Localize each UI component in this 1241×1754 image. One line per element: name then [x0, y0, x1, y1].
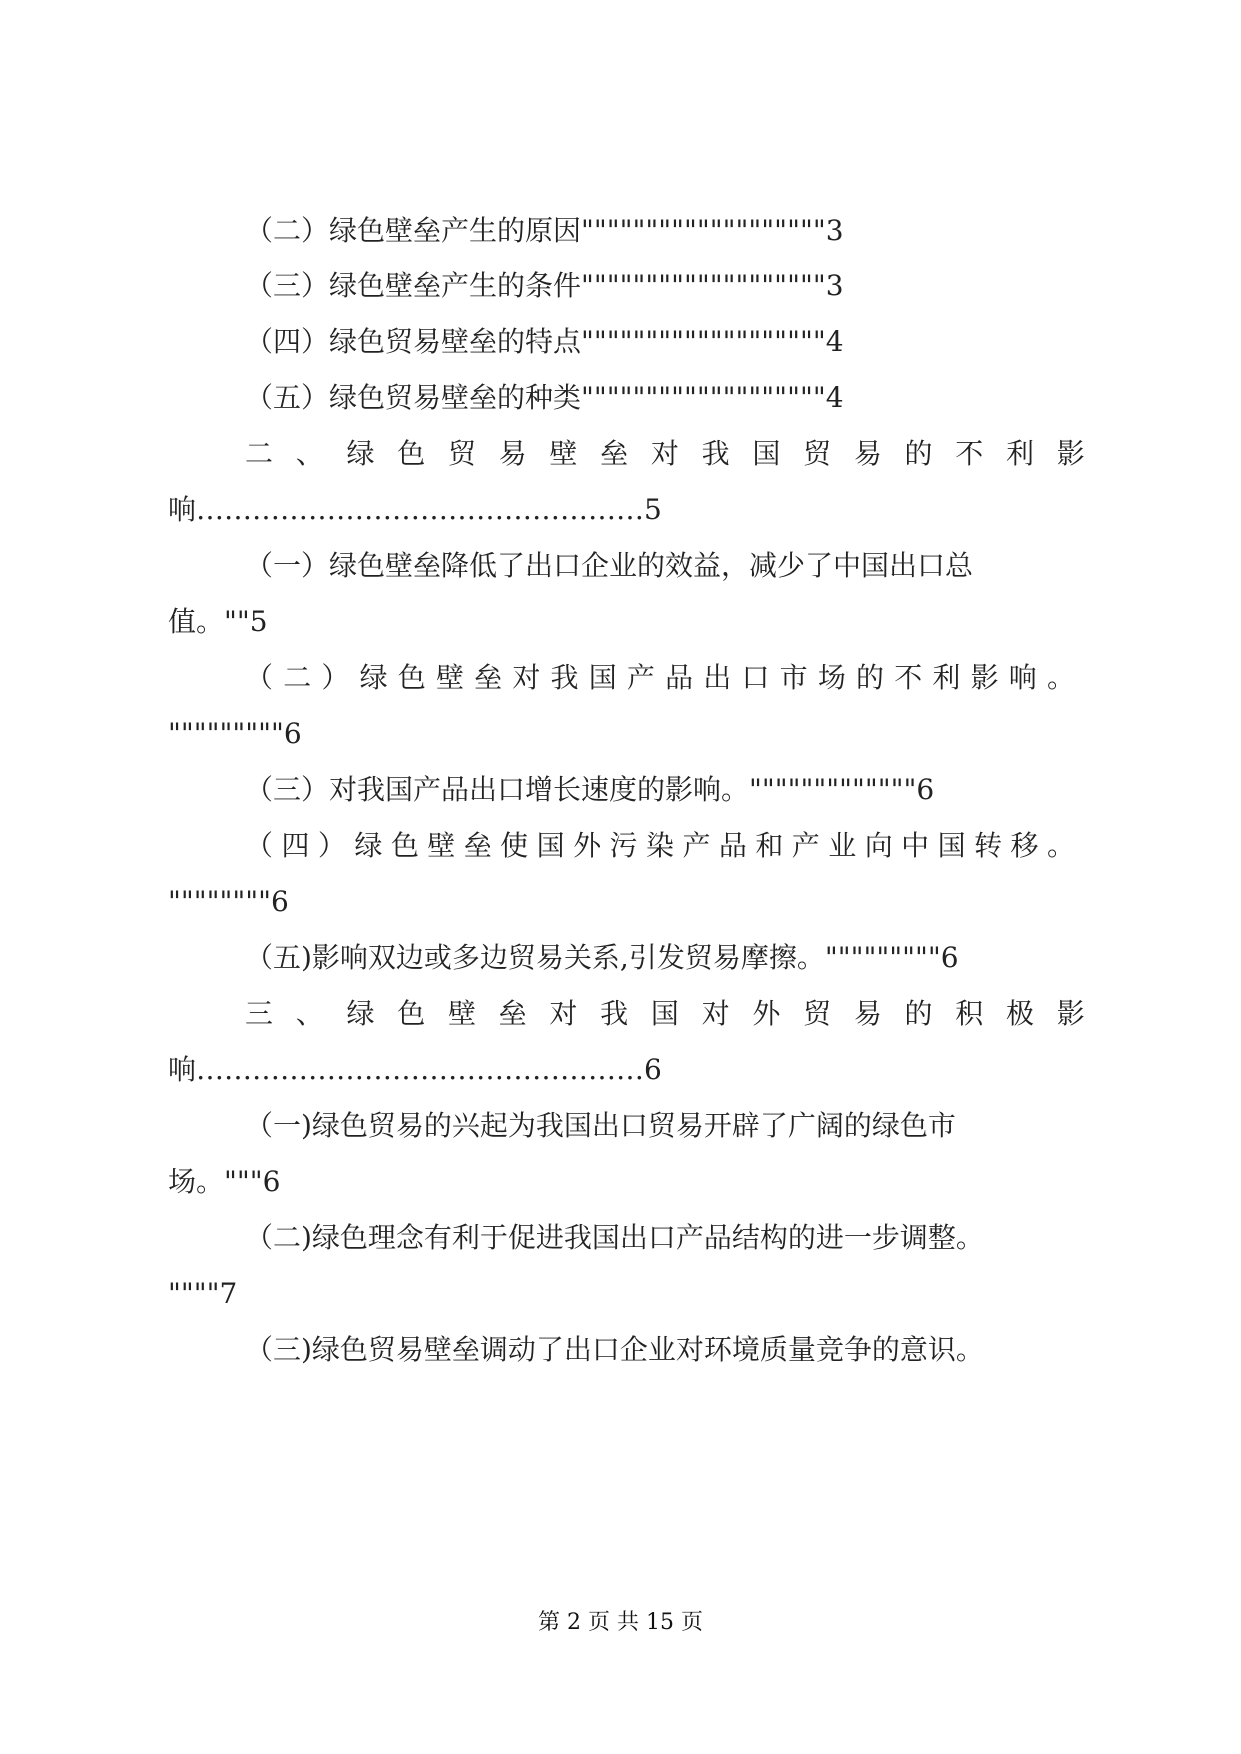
toc-entry-2-5[interactable]: （五)影响双边或多边贸易关系,引发贸易摩擦。"""""""""6	[245, 941, 959, 974]
spread-char: 绿	[346, 997, 375, 1030]
spread-char: 我	[600, 997, 629, 1030]
toc-entry-1-4[interactable]: （四）绿色贸易壁垒的特点"""""""""""""""""""4	[245, 325, 844, 358]
spread-char: 色	[397, 997, 426, 1030]
spread-char: 外	[752, 997, 781, 1030]
toc-entry-2-4[interactable]	[245, 826, 1075, 866]
spread-char: 壁	[549, 437, 578, 470]
spread-char: 向	[864, 829, 893, 862]
spread-char: 产	[791, 829, 820, 862]
toc-entry-3-1-continuation[interactable]: 场。"""6	[168, 1165, 281, 1198]
spread-char: 移	[1010, 829, 1039, 862]
spread-char: 垒	[600, 437, 629, 470]
spread-char: 品	[718, 829, 747, 862]
spread-char: 易	[853, 997, 882, 1030]
spread-char: 三	[245, 997, 274, 1030]
toc-entry-1-3[interactable]: （三）绿色壁垒产生的条件"""""""""""""""""""3	[245, 269, 844, 302]
spread-char: 染	[645, 829, 674, 862]
spread-char: 色	[390, 829, 419, 862]
spread-char: 国	[536, 829, 565, 862]
toc-entry-3-2-continuation[interactable]: """"7	[168, 1277, 238, 1310]
toc-section-2-heading[interactable]	[245, 434, 1085, 474]
spread-char: 垒	[498, 997, 527, 1030]
spread-char: 影	[1056, 437, 1085, 470]
spread-char: 影	[970, 661, 999, 694]
toc-section-3-continuation[interactable]: 响…………………………………………6	[168, 1053, 662, 1086]
spread-char: 国	[588, 661, 617, 694]
spread-char: 对	[512, 661, 541, 694]
spread-char: 利	[1006, 437, 1035, 470]
spread-char: ）	[317, 829, 346, 862]
spread-char: 色	[397, 437, 426, 470]
spread-char: 贸	[803, 437, 832, 470]
spread-char: 国	[752, 437, 781, 470]
spread-char: 我	[701, 437, 730, 470]
spread-char: 口	[741, 661, 770, 694]
spread-char: 垒	[463, 829, 492, 862]
toc-section-2-continuation[interactable]: 响…………………………………………5	[168, 493, 662, 526]
spread-char: 极	[1006, 997, 1035, 1030]
spread-char: 的	[904, 437, 933, 470]
page-footer: 第 2 页 共 15 页	[538, 1610, 703, 1635]
spread-char: 绿	[359, 661, 388, 694]
toc-entry-2-4-continuation[interactable]: """"""""6	[168, 885, 289, 918]
spread-char: 不	[955, 437, 984, 470]
spread-char: 市	[779, 661, 808, 694]
spread-char: 使	[500, 829, 529, 862]
spread-char: （	[245, 829, 274, 862]
toc-entry-1-5[interactable]: （五）绿色贸易壁垒的种类"""""""""""""""""""4	[245, 381, 844, 414]
spread-char: 色	[397, 661, 426, 694]
spread-char: 转	[974, 829, 1003, 862]
spread-char: 易	[853, 437, 882, 470]
spread-char: 的	[856, 661, 885, 694]
spread-char: 对	[701, 997, 730, 1030]
spread-char: 的	[904, 997, 933, 1030]
spread-char: 壁	[447, 997, 476, 1030]
spread-char: 绿	[354, 829, 383, 862]
spread-char: 产	[626, 661, 655, 694]
spread-char: 二	[245, 437, 274, 470]
spread-char: 场	[817, 661, 846, 694]
spread-char: 贸	[803, 997, 832, 1030]
spread-char: 易	[498, 437, 527, 470]
spread-char: 响	[1008, 661, 1037, 694]
spread-char: （	[245, 661, 274, 694]
spread-char: 对	[549, 997, 578, 1030]
spread-char: 积	[955, 997, 984, 1030]
spread-char: 污	[609, 829, 638, 862]
toc-section-3-heading[interactable]	[245, 994, 1085, 1034]
toc-entry-3-1[interactable]: （一)绿色贸易的兴起为我国出口贸易开辟了广阔的绿色市	[245, 1109, 956, 1142]
spread-char: 垒	[474, 661, 503, 694]
toc-entry-1-2[interactable]: （二）绿色壁垒产生的原因"""""""""""""""""""3	[245, 214, 844, 247]
spread-char: 产	[682, 829, 711, 862]
spread-char: 对	[650, 437, 679, 470]
spread-char: 二	[283, 661, 312, 694]
toc-entry-3-2[interactable]: （二)绿色理念有利于促进我国出口产品结构的进一步调整。	[245, 1221, 984, 1254]
spread-char: 中	[901, 829, 930, 862]
spread-char: 和	[755, 829, 784, 862]
spread-char: 不	[894, 661, 923, 694]
toc-entry-2-1-continuation[interactable]: 值。""5	[168, 605, 268, 638]
spread-char: 品	[665, 661, 694, 694]
spread-char: ）	[321, 661, 350, 694]
spread-char: 、	[295, 997, 324, 1030]
spread-char: 我	[550, 661, 579, 694]
spread-char: 、	[295, 437, 324, 470]
spread-char: 。	[1046, 661, 1075, 694]
toc-entry-2-3[interactable]: （三）对我国产品出口增长速度的影响。"""""""""""""6	[245, 773, 935, 806]
spread-char: 绿	[346, 437, 375, 470]
spread-char: 影	[1056, 997, 1085, 1030]
spread-char: 壁	[435, 661, 464, 694]
toc-entry-2-1[interactable]: （一）绿色壁垒降低了出口企业的效益，减少了中国出口总	[245, 549, 974, 582]
toc-entry-3-3[interactable]: （三)绿色贸易壁垒调动了出口企业对环境质量竞争的意识。	[245, 1333, 984, 1366]
spread-char: 业	[828, 829, 857, 862]
spread-char: 外	[573, 829, 602, 862]
spread-char: 国	[937, 829, 966, 862]
toc-entry-2-2[interactable]	[245, 658, 1075, 698]
spread-char: 四	[281, 829, 310, 862]
spread-char: 壁	[427, 829, 456, 862]
spread-char: 出	[703, 661, 732, 694]
spread-char: 贸	[447, 437, 476, 470]
spread-char: 利	[932, 661, 961, 694]
spread-char: 。	[1046, 829, 1075, 862]
toc-entry-2-2-continuation[interactable]: """""""""6	[168, 717, 302, 750]
spread-char: 国	[650, 997, 679, 1030]
